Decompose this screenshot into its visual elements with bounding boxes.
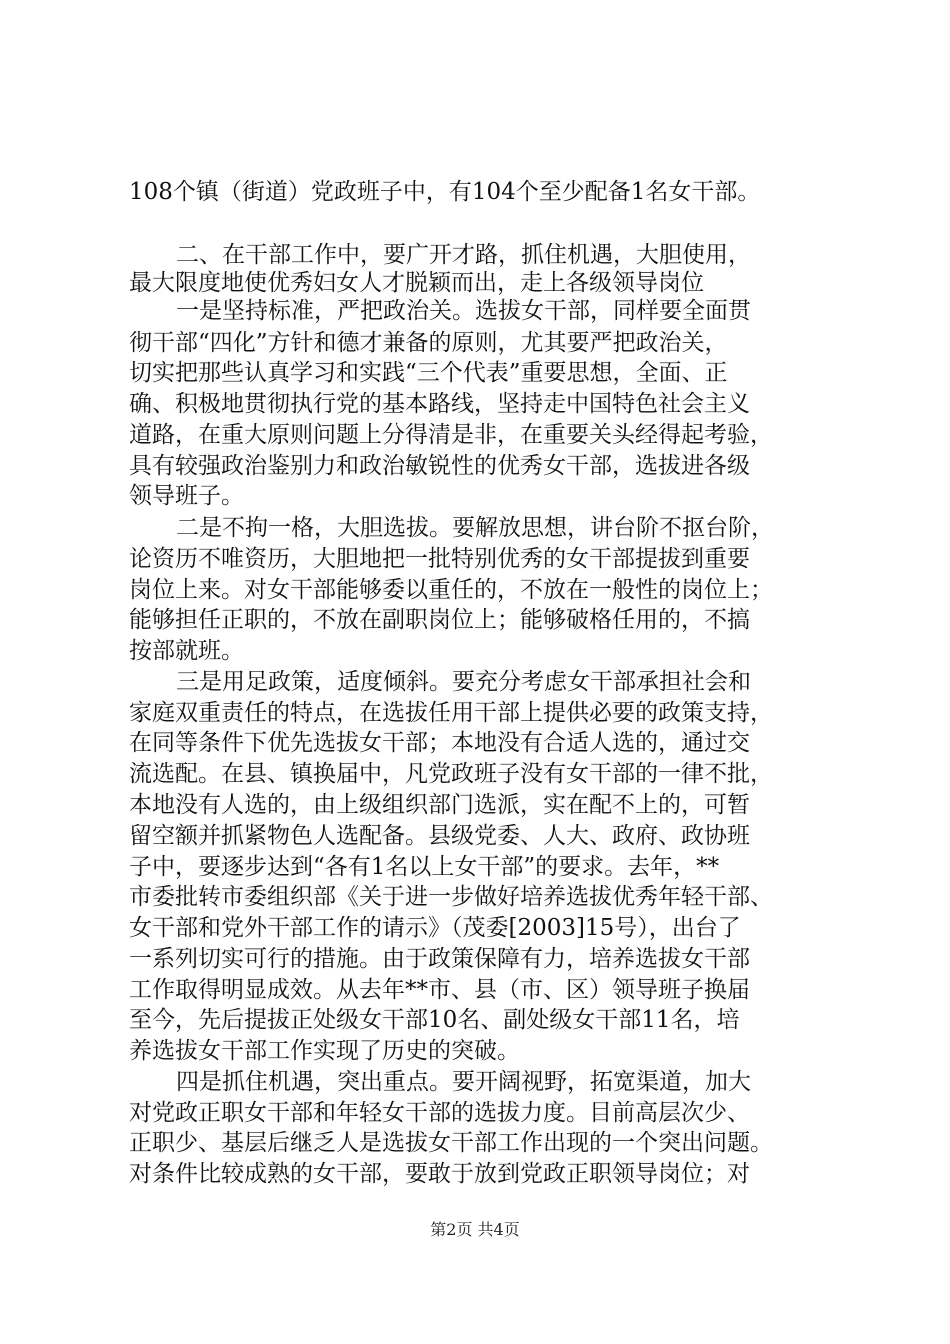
text-line: 工作取得明显成效。从去年**市、县（市、区）领导班子换届 [129,977,750,1003]
text-line: 108个镇（街道）党政班子中，有104个至少配备1名女干部。 [129,179,761,205]
text-line: 二是不拘一格，大胆选拔。要解放思想，讲台阶不抠台阶， [176,515,774,541]
text-line: 切实把那些认真学习和实践“三个代表”重要思想，全面、正 [129,360,728,386]
text-line: 一是坚持标准，严把政治关。选拔女干部，同样要全面贯 [176,298,751,324]
text-line: 一系列切实可行的措施。由于政策保障有力，培养选拔女干部 [129,946,750,972]
text-line: 流选配。在县、镇换届中，凡党政班子没有女干部的一律不批， [129,761,773,787]
text-line: 按部就班。 [129,638,244,664]
text-line: 领导班子。 [129,483,244,509]
text-line: 具有较强政治鉴别力和政治敏锐性的优秀女干部，选拔进各级 [129,453,750,479]
text-line: 养选拔女干部工作实现了历史的突破。 [129,1038,520,1064]
text-line: 二、在干部工作中，要广开才路，抓住机遇，大胆使用， [176,242,751,268]
text-line: 本地没有人选的，由上级组织部门选派，实在配不上的，可暂 [129,792,750,818]
text-line: 能够担任正职的，不放在副职岗位上；能够破格任用的，不搞 [129,607,750,633]
text-line: 在同等条件下优先选拔女干部；本地没有合适人选的，通过交 [129,730,750,756]
text-line: 确、积极地贯彻执行党的基本路线，坚持走中国特色社会主义 [129,391,750,417]
text-line: 对条件比较成熟的女干部，要敢于放到党政正职领导岗位；对 [129,1161,750,1187]
text-line: 市委批转市委组织部《关于进一步做好培养选拔优秀年轻干部、 [129,884,773,910]
text-line: 至今，先后提拔正处级女干部10名、副处级女干部11名，培 [129,1007,740,1033]
text-line: 彻干部“四化”方针和德才兼备的原则，尤其要严把政治关， [129,330,728,356]
text-line: 最大限度地使优秀妇女人才脱颖而出，走上各级领导岗位 [129,270,704,296]
text-line: 女干部和党外干部工作的请示》（茂委[2003]15号），出台了 [129,915,741,941]
text-line: 三是用足政策，适度倾斜。要充分考虑女干部承担社会和 [176,669,751,695]
text-line: 家庭双重责任的特点，在选拔任用干部上提供必要的政策支持， [129,700,773,726]
text-line: 论资历不唯资历，大胆地把一批特别优秀的女干部提拔到重要 [129,546,750,572]
text-line: 对党政正职女干部和年轻女干部的选拔力度。目前高层次少、 [129,1100,750,1126]
text-line: 留空额并抓紧物色人选配备。县级党委、人大、政府、政协班 [129,823,750,849]
page-footer: 第2页 共4页 [430,1220,520,1239]
text-line: 子中，要逐步达到“各有1名以上女干部”的要求。去年，** [129,854,720,880]
text-line: 四是抓住机遇，突出重点。要开阔视野，拓宽渠道，加大 [176,1069,751,1095]
text-line: 正职少、基层后继乏人是选拔女干部工作出现的一个突出问题。 [129,1130,773,1156]
text-line: 道路，在重大原则问题上分得清是非，在重要关头经得起考验， [129,422,773,448]
text-line: 岗位上来。对女干部能够委以重任的，不放在一般性的岗位上； [129,577,773,603]
